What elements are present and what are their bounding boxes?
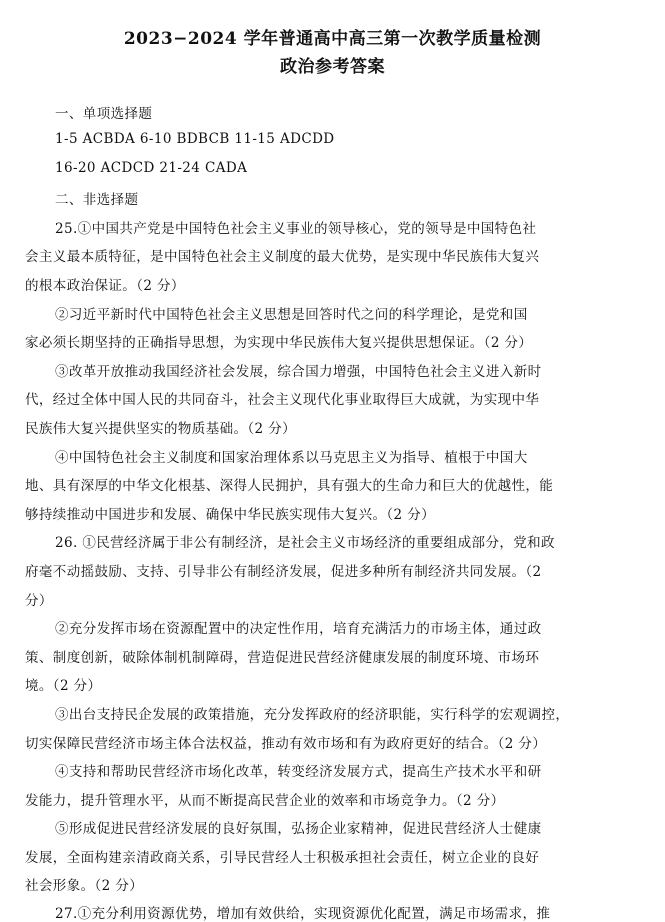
answer-line: 府毫不动摇鼓励、支持、引导非公有制经济发展，促进多种所有制经济共同发展。（2 — [25, 564, 542, 580]
answer-line: 16-20 ACDCD 21-24 CADA — [55, 160, 248, 176]
answer-line: ②习近平新时代中国特色社会主义思想是回答时代之问的科学理论，是党和国 — [55, 307, 528, 323]
answer-line: 27.①充分利用资源优势，增加有效供给，实现资源优化配置，满足市场需求，推 — [55, 906, 551, 922]
answer-line: 社会形象。（2 分） — [25, 878, 144, 894]
answer-line: 26. ①民营经济属于非公有制经济，是社会主义市场经济的重要组成部分，党和政 — [55, 535, 555, 551]
answer-line: ④支持和帮助民营经济市场化改革，转变经济发展方式，提高生产技术水平和研 — [55, 764, 542, 780]
answer-line: 发能力，提升管理水平，从而不断提高民营企业的效率和市场竞争力。（2 分） — [25, 793, 505, 809]
section-heading-single-choice: 一、单项选择题 — [55, 106, 153, 122]
document-subtitle: 政治参考答案 — [280, 57, 385, 77]
answer-line: 家必须长期坚持的正确指导思想，为实现中华民族伟大复兴提供思想保证。（2 分） — [25, 335, 533, 351]
answer-line: ⑤形成促进民营经济发展的良好氛围，弘扬企业家精神，促进民营经济人士健康 — [55, 821, 542, 837]
answer-line: 发展，全面构建亲清政商关系，引导民营经人士积极承担社会责任，树立企业的良好 — [25, 850, 540, 866]
document-title: 2023−2024 学年普通高中高三第一次教学质量检测 — [123, 29, 542, 49]
answer-line: 会主义最本质特征，是中国特色社会主义制度的最大优势，是实现中华民族伟大复兴 — [25, 249, 540, 265]
answer-line: 25.①中国共产党是中国特色社会主义事业的领导核心，党的领导是中国特色社 — [55, 221, 537, 237]
answer-line: 分） — [25, 593, 53, 609]
answer-line: ④中国特色社会主义制度和国家治理体系以马克思主义为指导、植根于中国大 — [55, 450, 528, 466]
answer-line: 代，经过全体中国人民的共同奋斗，社会主义现代化事业取得巨大成就，为实现中华 — [25, 392, 540, 408]
section-heading-non-choice: 二、非选择题 — [55, 192, 139, 208]
answer-line: 策、制度创新，破除体制机制障碍，营造促进民营经济健康发展的制度环境、市场环 — [25, 650, 540, 666]
answer-line: ②充分发挥市场在资源配置中的决定性作用，培育充满活力的市场主体，通过政 — [55, 621, 542, 637]
answer-line: 够持续推动中国进步和发展、确保中华民族实现伟大复兴。（2 分） — [25, 507, 436, 523]
answer-line: 的根本政治保证。（2 分） — [25, 278, 185, 294]
answer-line: ③改革开放推动我国经济社会发展，综合国力增强，中国特色社会主义进入新时 — [55, 364, 542, 380]
answer-line: 切实保障民营经济市场主体合法权益，推动有效市场和有为政府更好的结合。（2 分） — [25, 736, 547, 752]
answer-line: 境。（2 分） — [25, 678, 102, 694]
answer-line: ③出台支持民企发展的政策措施，充分发挥政府的经济职能，实行科学的宏观调控， — [55, 707, 570, 723]
answer-line: 地、具有深厚的中华文化根基、深得人民拥护，具有强大的生命力和巨大的优越性，能 — [25, 478, 554, 494]
answer-line: 民族伟大复兴提供坚实的物质基础。（2 分） — [25, 421, 297, 437]
answer-line: 1-5 ACBDA 6-10 BDBCB 11-15 ADCDD — [55, 131, 335, 147]
